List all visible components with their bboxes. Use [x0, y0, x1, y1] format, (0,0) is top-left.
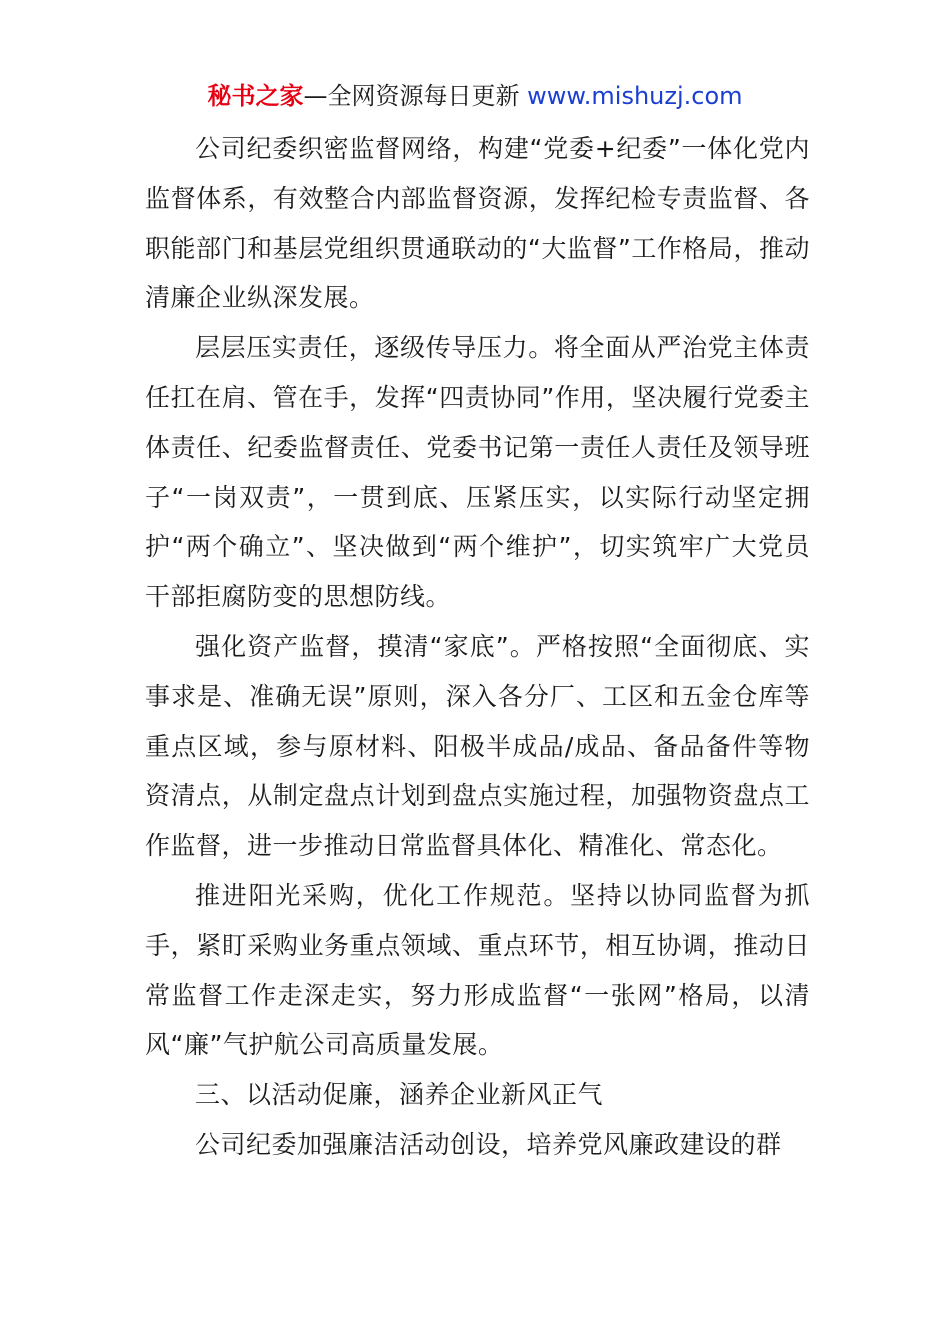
site-header	[0, 80, 950, 112]
site-brand: 秘书之家	[207, 82, 304, 110]
paragraph-responsibility: 层层压实责任，逐级传导压力。将全面从严治党主体责任扛在肩、管在手，发挥“四责协同”作用，坚决履行党委主体责任、纪委监督责任、党委书记第一责任人责任及领导班子“一岗双责”，一贯到底、压紧压实，以实际行动坚定拥护“两个确立”、坚决做到“两个维护”，切实筑牢广大党员干部拒腐防变的思想防线。	[145, 333, 810, 612]
paragraph-asset-supervision: 强化资产监督，摸清“家底”。严格按照“全面彻底、实事求是、准确无误”原则，深入各分厂、工区和五金仓库等重点区域，参与原材料、阳极半成品/成品、备品备件等物资清点，从制定盘点计划到盘点实施过程，加强物资盘点工作监督，进一步推动日常监督具体化、精准化、常态化。	[145, 631, 810, 861]
paragraph-procurement: 推进阳光采购，优化工作规范。坚持以协同监督为抓手，紧盯采购业务重点领域、重点环节，相互协调，推动日常监督工作走深走实，努力形成监督“一张网”格局，以清风“廉”气护航公司高质量发展。	[145, 880, 810, 1060]
paragraph-supervision-network: 公司纪委织密监督网络，构建“党委+纪委”一体化党内监督体系，有效整合内部监督资源，发挥纪检专责监督、各职能部门和基层党组织贯通联动的“大监督”工作格局，推动清廉企业纵深发展。	[145, 134, 810, 313]
paragraph-integrity-activities: 公司纪委加强廉洁活动创设，培养党风廉政建设的群	[195, 1129, 782, 1159]
site-url-link[interactable]: www.mishuzj.com	[527, 82, 743, 110]
document-body	[145, 124, 810, 1170]
site-tagline: —全网资源每日更新	[303, 82, 528, 110]
section-heading-three: 三、以活动促廉，涵养企业新风正气	[195, 1080, 604, 1110]
